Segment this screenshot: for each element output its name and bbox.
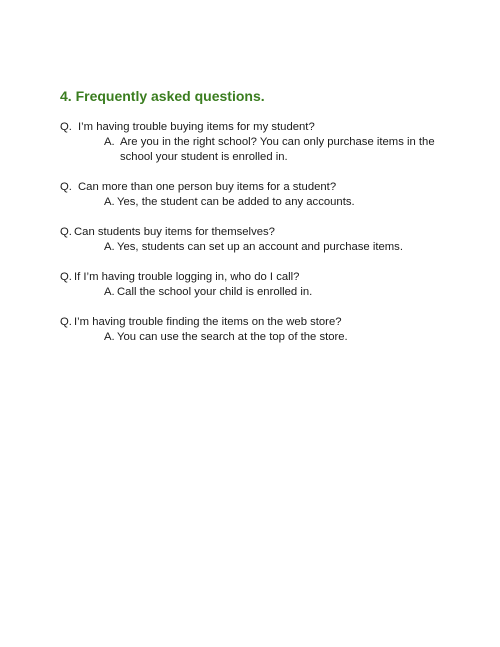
faq-item — [60, 180, 460, 210]
answer-text: Call the school your child is enrolled in. — [117, 286, 313, 298]
question-line — [60, 315, 460, 330]
question-text: If I’m having trouble logging in, who do I call? — [74, 271, 300, 283]
question-line — [60, 270, 460, 285]
answer-prefix: A. — [104, 136, 115, 148]
answer-text: You can use the search at the top of the store. — [117, 331, 348, 343]
answer-line — [60, 240, 460, 255]
question-line — [60, 120, 460, 135]
answer-line — [60, 285, 460, 300]
faq-item — [60, 270, 460, 300]
question-text: Can more than one person buy items for a student? — [78, 181, 337, 193]
question-prefix: Q. — [60, 121, 72, 133]
answer-prefix: A. — [104, 241, 115, 253]
question-line — [60, 180, 460, 195]
question-prefix: Q. — [60, 181, 72, 193]
answer-text: Yes, students can set up an account and purchase items. — [117, 241, 403, 253]
answer-prefix: A. — [104, 331, 115, 343]
question-line — [60, 225, 460, 240]
answer-text: Yes, the student can be added to any accounts. — [117, 196, 355, 208]
section-title: 4. Frequently asked questions. — [60, 88, 265, 104]
answer-text: Are you in the right school? You can only purchase items in the school your student is enrolled in. — [120, 136, 435, 163]
faq-list — [60, 120, 460, 360]
answer-line — [60, 195, 460, 210]
question-prefix: Q. — [60, 226, 72, 238]
answer-prefix: A. — [104, 196, 115, 208]
question-text: I’m having trouble finding the items on the web store? — [74, 316, 342, 328]
question-text: Can students buy items for themselves? — [74, 226, 275, 238]
faq-item — [60, 315, 460, 345]
answer-prefix: A. — [104, 286, 115, 298]
answer-line — [60, 135, 460, 165]
question-prefix: Q. — [60, 316, 72, 328]
question-text: I’m having trouble buying items for my student? — [78, 121, 315, 133]
faq-item — [60, 225, 460, 255]
faq-item — [60, 120, 460, 165]
question-prefix: Q. — [60, 271, 72, 283]
answer-line — [60, 330, 460, 345]
